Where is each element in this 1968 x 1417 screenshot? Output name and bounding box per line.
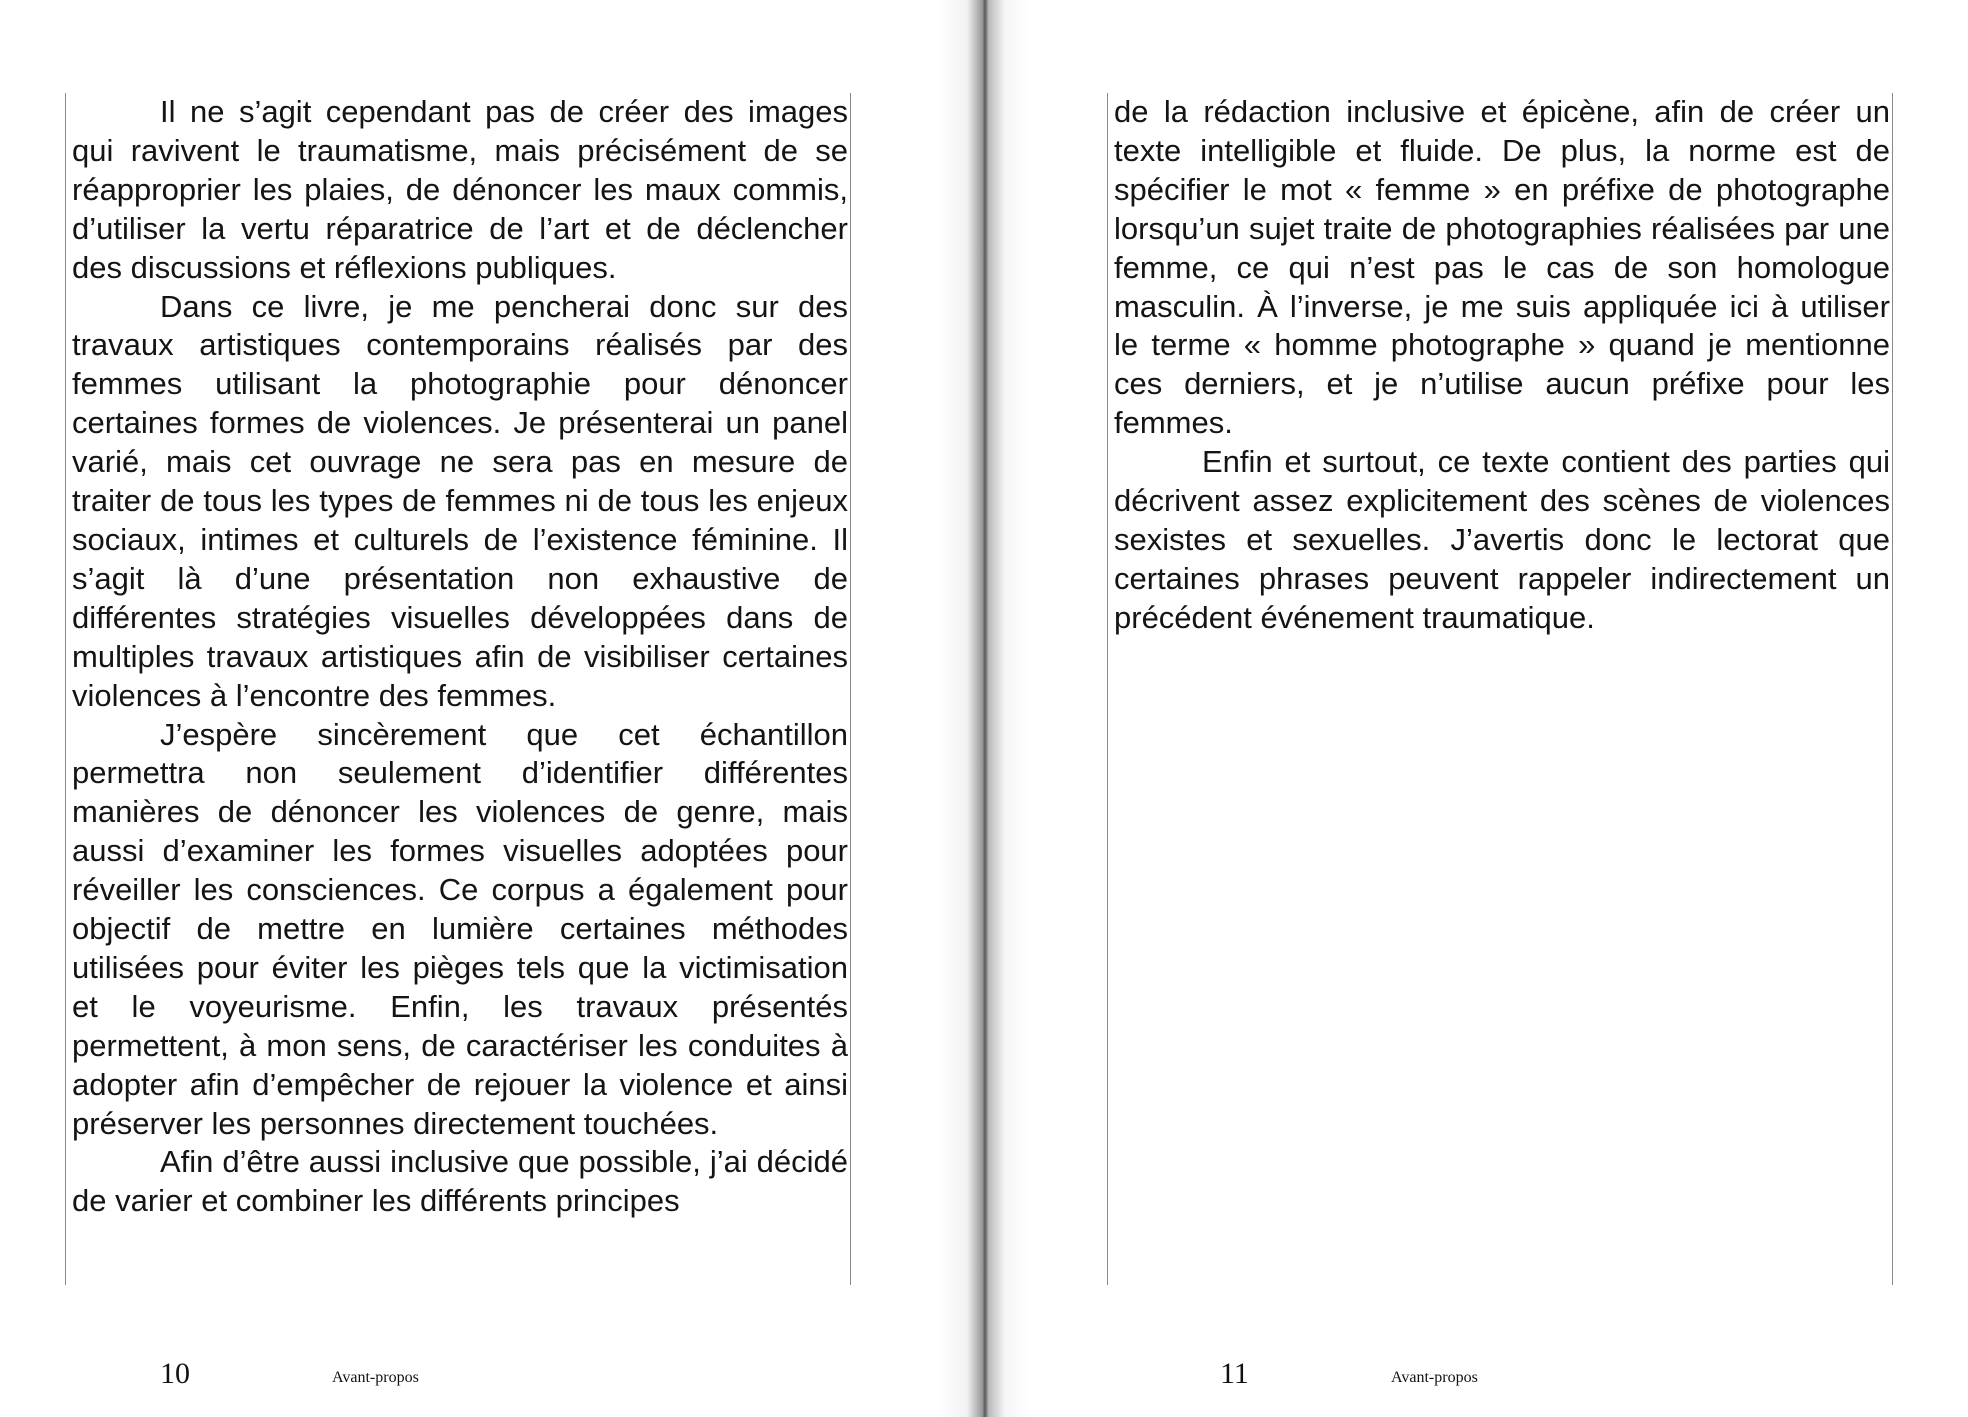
paragraph: de la rédaction inclusive et épicène, afin de créer un texte intelligible et fluide. De plus, la norme est de spécifier le mot « femme » en préfixe de photographe lorsqu’un sujet traite de photographies réalisées par une femme, ce qui n’est pas le cas de son homologue masculin. À l’inverse, je me suis appliquée ici à utiliser le terme « homme photographe » quand je mentionne ces derniers, et je n’utilise aucun préfixe pour les femmes.	[1114, 94, 1890, 441]
right-text-block	[1107, 93, 1893, 1285]
paragraph: Dans ce livre, je me pencherai donc sur des travaux artistiques contemporains réalisés par des femmes utilisant la photographie pour dénoncer certaines formes de violences. Je présenterai un panel varié, mais cet ouvrage ne sera pas en mesure de traiter de tous les types de femmes ni de tous les enjeux sociaux, intimes et culturels de l’existence féminine. Il s’agit là d’une présentation non exhaustive de différentes stratégies visuelles développées dans de multiples travaux artistiques afin de visibiliser certaines violences à l’encontre des femmes.	[72, 288, 848, 713]
paragraph: Enfin et surtout, ce texte contient des parties qui décrivent assez explicitement des scènes de violences sexistes et sexuelles. J’avertis donc le lectorat que certaines phrases peuvent rappeler indirectement un précédent événement traumatique.	[1114, 444, 1890, 635]
paragraph: J’espère sincèrement que cet échantillon permettra non seulement d’identifier différentes manières de dénoncer les violences de genre, mais aussi d’examiner les formes visuelles adoptées pour réveiller les consciences. Ce corpus a également pour objectif de mettre en lumière certaines méthodes utilisées pour éviter les pièges tels que la victimisation et le voyeurisme. Enfin, les travaux présentés permettent, à mon sens, de caractériser les conduites à adopter afin d’empêcher de rejouer la violence et ainsi préserver les personnes directement touchées.	[72, 716, 848, 1141]
running-head: Avant-propos	[1391, 1369, 1478, 1386]
running-head: Avant-propos	[332, 1369, 419, 1386]
page-number: 10	[160, 1357, 190, 1390]
left-text-block	[65, 93, 851, 1285]
page-number: 11	[1220, 1357, 1249, 1390]
paragraph: Afin d’être aussi inclusive que possible, j’ai décidé de varier et combiner les différents principes	[72, 1144, 848, 1219]
paragraph: Il ne s’agit cependant pas de créer des images qui ravivent le traumatisme, mais précisément de se réapproprier les plaies, de dénoncer les maux commis, d’utiliser la vertu réparatrice de l’art et de déclencher des discussions et réflexions publiques.	[72, 94, 848, 285]
right-page	[984, 0, 1968, 1417]
